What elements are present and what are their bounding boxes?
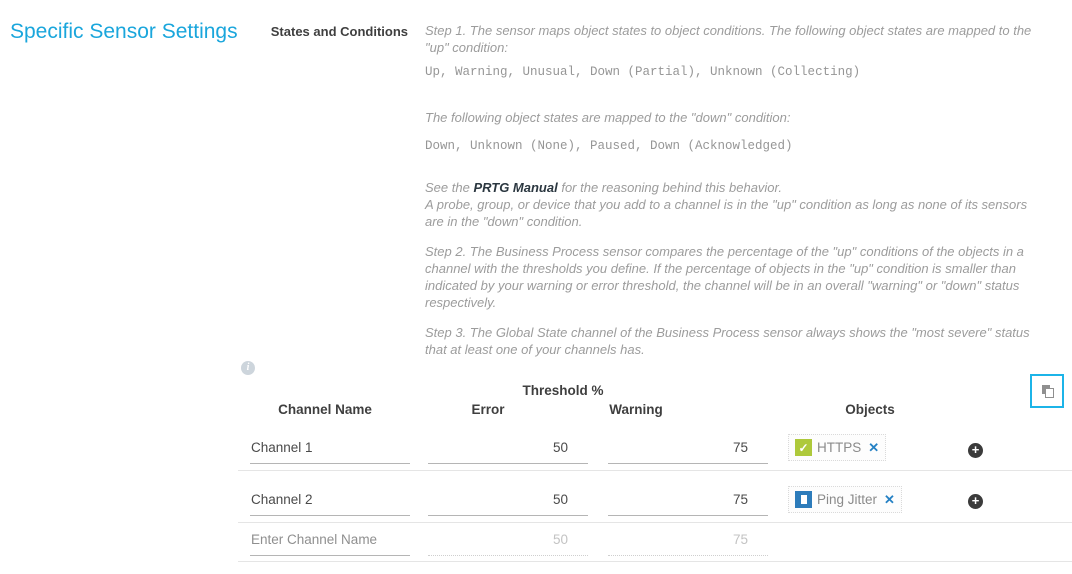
down-condition-intro: The following object states are mapped to the "down" condition:	[425, 110, 791, 125]
manual-note	[425, 179, 1045, 230]
error-threshold-input-1[interactable]	[428, 436, 588, 464]
warning-threshold-input-1[interactable]	[608, 436, 768, 464]
new-channel-name-input[interactable]	[250, 528, 410, 556]
error-threshold-input-2[interactable]	[428, 488, 588, 516]
step2-text: Step 2. The Business Process sensor compares the percentage of the "up" conditions of the objects in a channel with the thresholds you define. If the percentage of objects in the "up" condition is smaller than indicated by your warning or error threshold, the channel will be in an overall "warning" or "down" status respectively.	[425, 244, 1024, 310]
copy-channels-button[interactable]	[1030, 374, 1064, 408]
threshold-group-header: Threshold %	[522, 383, 604, 398]
page-title: Specific Sensor Settings	[10, 20, 238, 44]
channel-name-header: Channel Name	[278, 402, 372, 417]
states-and-conditions-description	[425, 22, 1045, 371]
down-states-list: Down, Unknown (None), Paused, Down (Acknowledged)	[425, 139, 793, 153]
channel-name-input-1[interactable]	[250, 436, 410, 464]
objects-header: Objects	[845, 402, 895, 417]
sensor-up-icon: ✓	[795, 439, 812, 456]
remove-object-icon[interactable]: ✕	[884, 491, 895, 507]
add-object-button-2[interactable]: +	[968, 494, 983, 509]
row-separator	[238, 561, 1072, 562]
warning-header: Warning	[609, 402, 663, 417]
add-object-button-1[interactable]: +	[968, 443, 983, 458]
up-states-list: Up, Warning, Unusual, Down (Partial), Unknown (Collecting)	[425, 65, 861, 79]
probe-note-text: A probe, group, or device that you add to a channel is in the "up" condition as long as none of its sensors are in the "down" condition.	[425, 197, 1028, 229]
states-and-conditions-label: States and Conditions	[270, 24, 408, 39]
copy-icon	[1039, 383, 1056, 400]
remove-object-icon[interactable]: ✕	[868, 439, 880, 455]
object-tag-label: Ping Jitter	[817, 492, 878, 507]
channel-name-input-2[interactable]	[250, 488, 410, 516]
warning-threshold-input-2[interactable]	[608, 488, 768, 516]
step3-text: Step 3. The Global State channel of the Business Process sensor always shows the "most severe" status that at least one of your channels has.	[425, 325, 1030, 357]
info-icon[interactable]: i	[241, 361, 255, 375]
error-header: Error	[471, 402, 505, 417]
behavior-text: for the reasoning behind this behavior.	[557, 180, 782, 195]
see-the-text: See the	[425, 180, 474, 195]
step1-text: Step 1. The sensor maps object states to object conditions. The following object states are mapped to the "up" condition:	[425, 23, 1032, 55]
object-tag-https	[788, 434, 886, 461]
prtg-manual-link[interactable]: PRTG Manual	[473, 180, 558, 195]
object-tag-ping-jitter	[788, 486, 902, 513]
row-separator	[238, 522, 1072, 523]
row-separator	[238, 470, 1072, 471]
object-tag-label: HTTPS	[817, 440, 862, 455]
sensor-paused-icon	[795, 491, 812, 508]
pause-bars	[801, 495, 807, 504]
new-channel-warning-input	[608, 528, 768, 556]
new-channel-error-input	[428, 528, 588, 556]
